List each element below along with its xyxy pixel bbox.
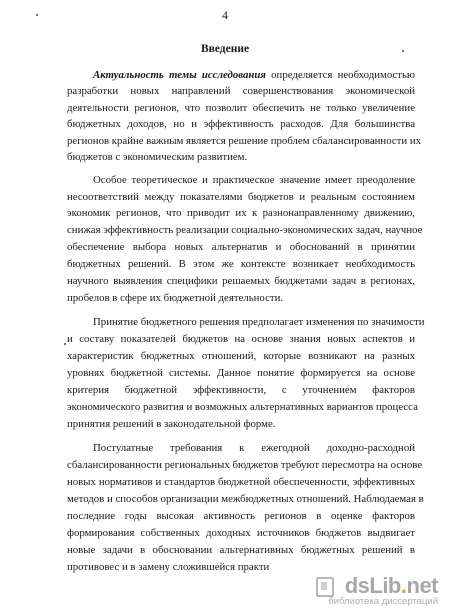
paragraph-4-line-1: Постулатные требования к ежегодной доходно-расходной (93, 442, 415, 454)
paragraph-3-line-5: критерия бюджетной эффективности, с уточнением факторов (67, 384, 415, 396)
paragraph-4-line-6: формирования собственных доходных источников бюджетов выдвигает (67, 527, 415, 539)
paragraph-lead: Актуальность темы исследования (93, 69, 266, 81)
watermark (314, 573, 442, 607)
book-icon (316, 577, 334, 597)
paragraph-2-line-8: пробелов в сфере их бюджетной деятельности. (67, 292, 284, 304)
scan-speck (36, 14, 38, 16)
scan-speck (64, 343, 66, 345)
section-heading: Введение (200, 43, 250, 55)
paragraph-2-line-1: Особое теоретическое и практическое значение имеет преодоление (93, 174, 415, 186)
paragraph-1-line-2: разработки новых направлений совершенствования экономической (67, 85, 415, 97)
paragraph-1-line-6: бюджетов с экономическим развитием. (67, 151, 248, 163)
paragraph-2-line-4: снижая эффективность реализации социально-экономических задач, научное (67, 224, 423, 236)
paragraph-3-line-7: принятия решений в законодательной форме. (67, 418, 276, 430)
paragraph-2-line-3: экономик регионов, что приводит их к разнонаправленному движению, (67, 207, 415, 219)
paragraph-2-line-5: обеспечение выбора новых альтернатив и обоснований в принятии (67, 241, 415, 253)
paragraph-2-line-6: бюджетных решений. В этом же контексте возникает необходимость (67, 258, 415, 270)
paragraph-3-line-2: и составу показателей бюджетов на основе знания новых аспектов и (67, 333, 415, 345)
paragraph-1-line-1: Актуальность темы исследования определяется необходимостью (93, 69, 415, 81)
paragraph-3-line-6: экономического развития и возможных альтернативных вариантов процесса (67, 401, 418, 413)
paragraph-3-line-1: Принятие бюджетного решения предполагает изменения по значимости (93, 316, 425, 328)
watermark-caption: библиотека диссертаций (328, 596, 438, 607)
paragraph-2-line-7: научного выявления специфики решаемых бюджетами задач в регионах, (67, 275, 415, 287)
paragraph-2-line-2: несоответствий между показателями бюджетов и реальным состоянием (67, 191, 415, 203)
scan-speck (402, 50, 404, 52)
watermark-logo: dsLib.net (344, 573, 438, 598)
page-number: 4 (222, 8, 228, 22)
paragraph-4-line-2: сбалансированности региональных бюджетов требуют пересмотра на основе (67, 459, 423, 471)
paragraph-3-line-4: уровнях бюджетной системы. Данное понятие формируется на основе (67, 367, 415, 379)
paragraph-4-line-7: новые задачи в обосновании альтернативных бюджетных решений в (67, 544, 415, 556)
paragraph-4-line-4: методов и способов организации межбюджетных отношений. Наблюдаемая в (67, 493, 424, 505)
paragraph-1-line-3: деятельности регионов, что позволит обеспечить не только увеличение (67, 102, 415, 114)
paragraph-4-line-5: последние годы высокая активность регионов в оценке факторов (67, 510, 415, 522)
paragraph-4-line-3: новых нормативов и стандартов бюджетной обеспеченности, эффективных (67, 476, 415, 488)
paragraph-1-line-5: регионов крайне важным является решение проблем сбалансированности их (67, 135, 422, 147)
paragraph-3-line-3: характеристик бюджетных отношений, которые возникают на разных (67, 350, 415, 362)
paragraph-4-line-8: противовес и в замену сложившейся практи (67, 561, 270, 573)
paragraph-1-line-4: бюджетных доходов, но и эффективность расходов. Для большинства (67, 118, 415, 130)
